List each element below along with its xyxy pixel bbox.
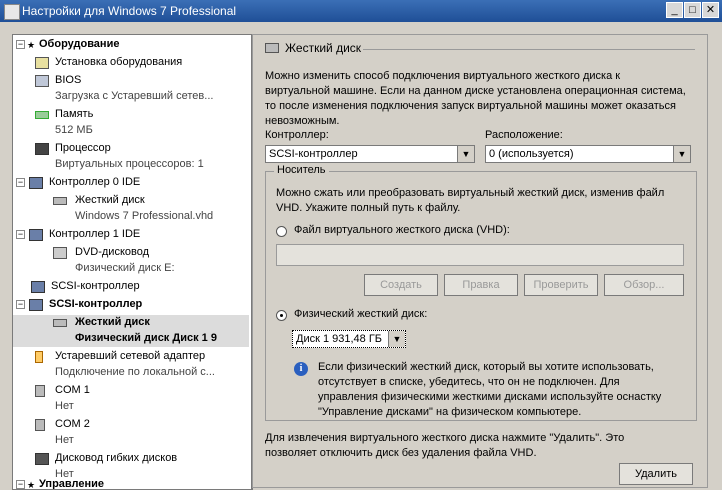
ide-controller-icon [29,229,43,241]
tree-item-floppy-drive[interactable]: Дисковод гибких дисков Нет [13,451,249,483]
vhd-file-label[interactable]: Файл виртуального жесткого диска (VHD): [294,224,510,236]
panel-title: Жесткий диск [285,41,362,55]
tree-item-dvd-drive[interactable]: DVD-дисковод Физический диск E: [13,245,249,277]
tree-item-memory[interactable]: Память 512 МБ [13,107,249,139]
close-button[interactable]: ✕ [702,2,719,18]
collapse-icon[interactable]: − [17,39,24,49]
tree-item-scsi-controller[interactable]: SCSI-контроллер [13,279,249,295]
scsi-controller-icon [31,281,45,293]
tree-item-bios[interactable]: BIOS Загрузка с Устаревший сетев... [13,73,249,105]
star-icon: ★ [27,480,36,490]
remove-button[interactable]: Удалить [619,463,693,485]
vhd-file-radio[interactable] [276,226,287,237]
dvd-drive-icon [53,247,67,259]
tree-item-add-hardware[interactable]: Установка оборудования [13,55,249,71]
window-icon [4,4,20,20]
hard-disk-icon [53,197,67,205]
star-icon: ★ [27,40,36,50]
processor-icon [35,143,49,155]
memory-icon [35,111,49,119]
maximize-button[interactable]: □ [684,2,701,18]
tree-item-ide-controller-1[interactable]: − Контроллер 1 IDE [17,228,141,240]
hard-disk-settings-panel [252,34,708,488]
inspect-button[interactable]: Проверить [524,274,598,296]
chevron-down-icon[interactable]: ▼ [673,146,690,162]
physical-disk-info: Если физический жесткий диск, который вы хотите использовать, отсутствует в списке, убедитесь, что он не подключен. Для управления физическими жесткими дисками используйте оснастку "Управление дисками" на физическом компьютере. [318,361,662,418]
tree-item-com2[interactable]: COM 2 Нет [13,417,249,449]
tree-header-management[interactable]: − ★ Управление [17,478,105,490]
physical-disk-radio[interactable] [276,310,287,321]
tree-item-processor[interactable]: Процессор Виртуальных процессоров: 1 [13,141,249,173]
tree-item-legacy-network-adapter[interactable]: Устаревший сетевой адаптер Подключение по локальной с... [13,349,249,381]
title-bar [0,0,722,22]
remove-description: Для извлечения виртуального жесткого диска нажмите "Удалить". Это позволяет отключить диск без удаления файла VHD. [265,432,625,459]
com-port-icon [35,419,45,431]
scsi-controller-icon [29,299,43,311]
media-group [265,164,697,421]
hard-disk-icon [265,43,279,53]
com-port-icon [35,385,45,397]
physical-disk-label[interactable]: Физический жесткий диск: [294,308,428,320]
tree-item-ide-controller-0[interactable]: − Контроллер 0 IDE [17,176,141,188]
create-button[interactable]: Создать [364,274,438,296]
hard-disk-icon [53,319,67,327]
settings-tree[interactable] [12,34,253,490]
collapse-icon[interactable]: − [17,299,24,309]
tree-item-com1[interactable]: COM 1 Нет [13,383,249,415]
edit-button[interactable]: Правка [444,274,518,296]
bios-icon [35,75,49,87]
chevron-down-icon[interactable]: ▼ [388,331,405,347]
vhd-path-field[interactable] [276,244,684,266]
tree-header-hardware[interactable]: − ★ Оборудование [17,38,120,50]
minimize-button[interactable]: _ [666,2,683,18]
collapse-icon[interactable]: − [17,229,24,239]
location-label: Расположение: [485,129,563,141]
info-icon: i [294,362,308,376]
physical-disk-select[interactable]: Диск 1 931,48 ГБ ▼ [292,330,406,348]
location-select[interactable]: 0 (используется) ▼ [485,145,691,163]
floppy-drive-icon [35,453,49,465]
panel-description: Можно изменить способ подключения виртуального жесткого диска к виртуальной машине. Если на данном диске установлена операционная система, то после изменения подключения запуск виртуальной машины может оказаться невозможным. [265,70,686,127]
tree-item-scsi-controller-2[interactable]: − SCSI-контроллер [17,298,143,310]
collapse-icon[interactable]: − [17,177,24,187]
media-group-title: Носитель [274,164,329,176]
controller-select[interactable]: SCSI-контроллер ▼ [265,145,475,163]
tree-item-hard-disk[interactable]: Жесткий диск Windows 7 Professional.vhd [13,193,249,225]
window-title: Настройки для Windows 7 Professional [22,4,237,18]
tree-item-hard-disk-selected[interactable]: Жесткий диск Физический диск Диск 1 9 [13,315,249,347]
network-adapter-icon [35,351,43,363]
browse-button[interactable]: Обзор... [604,274,684,296]
chevron-down-icon[interactable]: ▼ [457,146,474,162]
hardware-install-icon [35,57,49,69]
ide-controller-icon [29,177,43,189]
collapse-icon[interactable]: − [17,479,24,489]
panel-title-divider [363,49,695,50]
media-description: Можно сжать или преобразовать виртуальный жесткий диск, изменив файл VHD. Укажите полный путь к файлу. [276,187,665,214]
controller-label: Контроллер: [265,129,329,141]
